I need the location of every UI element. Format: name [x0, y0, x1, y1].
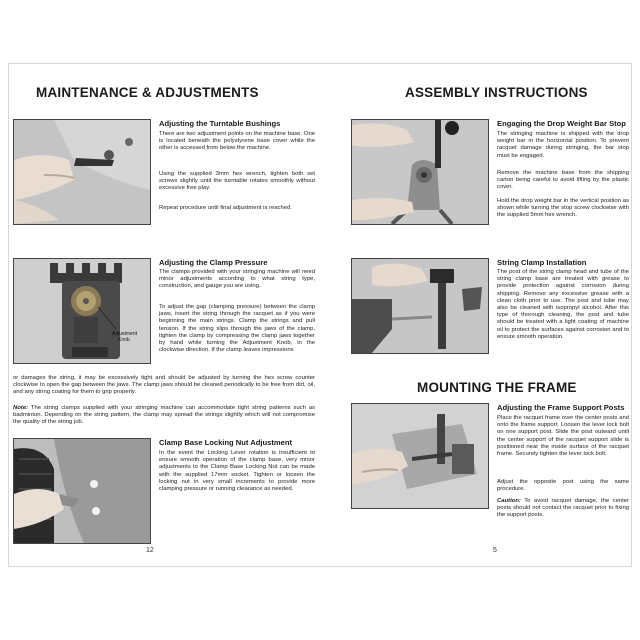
turntable-para-3: Repeat procedure until final adjustment is reached. — [159, 205, 292, 211]
locking-nut-para-1: In the event the Locking Lever rotation is insufficient to ensure smooth operation of the clamp base, very minor adjustments to the Clamp Base Locking Nut can be made with the supplied 17mm socket. Tighten or loosen the locking nut in very small increments to provide more clamping pressure or running clearance as needed. — [159, 450, 315, 493]
frame-support-caution — [497, 498, 629, 520]
left-page — [9, 64, 321, 566]
drop-weight-para-1: The stringing machine is shipped with the drop weight bar in the horizontal position. To prevent racquet damage during stringing, the bar stop must be engaged. — [497, 131, 629, 159]
drop-weight-photo — [351, 119, 489, 225]
string-clamp-photo — [351, 258, 489, 354]
drop-weight-para-2: Remove the machine base from the shipping carton being careful to avoid lifting by the plastic cover. — [497, 170, 629, 191]
turntable-para-2: Using the supplied 3mm hex wrench, tighten both set screws slightly until the turntable rotates smoothly without excessive free play. — [159, 171, 315, 192]
drop-weight-title: Engaging the Drop Weight Bar Stop — [497, 119, 626, 128]
drop-weight-illustration — [352, 120, 488, 224]
mounting-heading: MOUNTING THE FRAME — [417, 380, 577, 395]
clamp-pressure-continuation: or damages the string, it may be excessively tight and should be adjusted by turning the hex screw counter clockwise to open the gap between the jaws. The clamp jaws should be cleaned periodically to be free from dirt, oil, and any string coating for them to grip properly. — [13, 375, 315, 396]
clamp-pressure-photo — [13, 258, 151, 364]
locking-nut-title: Clamp Base Locking Nut Adjustment — [159, 438, 293, 447]
note-label: Note: — [13, 405, 29, 411]
adjustment-label-line2: Knob — [118, 337, 130, 343]
string-clamp-illustration — [352, 259, 488, 353]
clamp-illustration — [14, 259, 150, 363]
locking-nut-photo — [13, 438, 151, 544]
page-number-right: 5 — [493, 547, 497, 554]
caution-text: To avoid racquet damage, the center posts should not contact the racquet prior to fixing the support posts. — [497, 498, 629, 519]
locking-nut-illustration — [14, 439, 150, 543]
caution-label: Caution: — [497, 498, 521, 504]
assembly-heading: ASSEMBLY INSTRUCTIONS — [405, 85, 588, 100]
string-clamp-title: String Clamp Installation — [497, 258, 587, 267]
frame-support-title: Adjusting the Frame Support Posts — [497, 403, 625, 412]
string-clamp-para-1: The post of the string clamp head and tube of the string clamp base are treated with grease to provide protection against corrosion during shipping. Remove any excessive grease with a clean cloth prior to use. The post and tube may also be cleaned with isopropyl alcohol. After this type of thorough cleaning, the post and tube should be treated with a light coating of machine oil to protect the surfaces against corrosion and to ensure smooth operation. — [497, 269, 629, 340]
right-page — [321, 64, 633, 566]
turntable-photo — [13, 119, 151, 225]
turntable-illustration — [14, 120, 150, 224]
clamp-pressure-para-1: The clamps provided with your stringing machine will need minor adjustments according to what string type, construction, and gauge you are using. — [159, 269, 315, 290]
clamp-pressure-title: Adjusting the Clamp Pressure — [159, 258, 268, 267]
frame-support-illustration — [352, 404, 488, 508]
drop-weight-para-3: Hold the drop weight bar in the vertical position as shown while turning the stop screw clockwise with the supplied 5mm hex wrench. — [497, 198, 629, 219]
adjustment-label-line1: Adjustment — [112, 331, 138, 337]
page-number-left: 12 — [146, 547, 154, 554]
frame-support-para-2: Adjust the opposite post using the same procedure. — [497, 479, 629, 493]
manual-spread — [8, 63, 632, 567]
frame-support-para-1: Place the racquet frame over the center posts and onto the frame support. Loosen the lever lock bolt on one support post. Slide the post outward until the center support of the racquet support slide is positioned near the inside surface of the racquet frame. Securely tighten the lever lock bolt. — [497, 415, 629, 458]
turntable-para-1: There are two adjustment points on the machine base. One is located beneath the polystyrene base cover while the other is accessed from below the machine. — [159, 131, 315, 152]
clamp-note — [13, 405, 315, 427]
maintenance-heading: MAINTENANCE & ADJUSTMENTS — [36, 85, 259, 100]
note-text: The string clamps supplied with your stringing machine can accommodate tight string patterns such as badminton. Depending on the string pattern, the clamp may spread the strings slightly which will not compromise the quality of the string job. — [13, 405, 315, 426]
turntable-title: Adjusting the Turntable Bushings — [159, 119, 281, 128]
frame-support-photo — [351, 403, 489, 509]
clamp-pressure-para-2: To adjust the gap (clamping pressure) between the clamp jaws, insert the string through the racquet as if you were beginning the main strings. Clamp the strings and pull tension. If the string slips through the jaws of the clamp, tighten the clamp by compressing the clamp jaws together by hand while turning the Adjustment Knob, in the clockwise direction. If the clamp leaves impressions — [159, 304, 315, 354]
